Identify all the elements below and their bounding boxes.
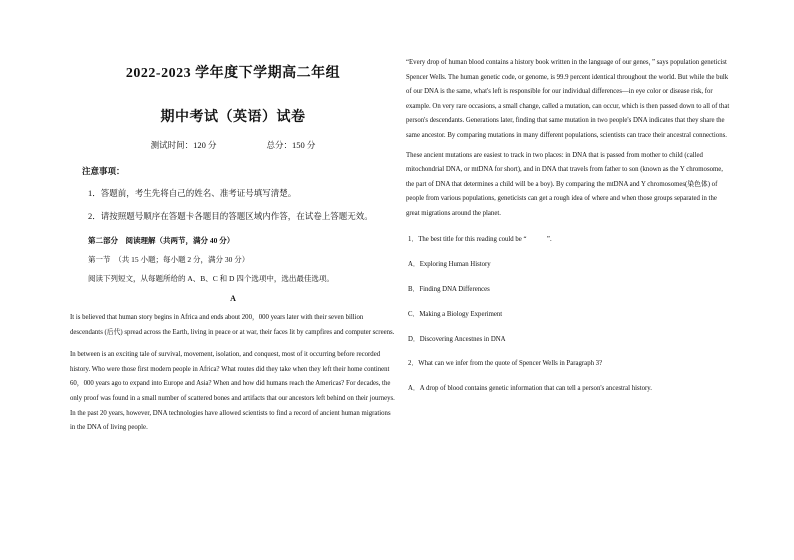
exam-title-line1: 2022-2023 学年度下学期高二年组 [125, 66, 341, 81]
question-1-stem: 1．The best title for this reading could be “ ”. [408, 235, 552, 243]
passage-paragraph-3: “Every drop of human blood contains a history book written in the language of our genes，” says population geneticist Spencer Wells. The human genetic code, or genome, is 99.9 percent identical throughout the world. But while the bulk of our DNA is the same, what's left is responsible for our individual differences—in eye color or disease risk, for example. On very rare occasions, a small change, called a mutation, can occur, which is then passed down to all of that person's descendants. Generations later, finding that same mutation in two people's DNA indicates that they share the same ancestor. By comparing mutations in many different populations, scientists can trace their ancestral connections. [406, 59, 730, 139]
instructions: 阅读下列短文，从每题所给的 A、B、C 和 D 四个选项中，选出最佳选项。 [88, 274, 334, 283]
test-time: 测试时间：120 分 [150, 140, 217, 150]
notice-heading: 注意事项： [82, 166, 125, 176]
exam-meta [70, 139, 396, 151]
part-heading: 第二部分 阅读理解（共两节，满分 40 分） [88, 236, 235, 245]
total-score: 总分：150 分 [266, 140, 316, 150]
passage-letter: A [230, 294, 236, 303]
section-heading: 第一节 （共 15 小题；每小题 2 分，满分 30 分） [88, 255, 250, 264]
left-column [70, 56, 396, 436]
notice-item-1: 1．答题前，考生先将自己的姓名、准考证号填写清楚。 [88, 188, 297, 198]
passage-paragraph-1: It is believed that human story begins in Africa and ends about 200，000 years later with their seven billion descendants (后代) spread across the Earth, living in peace or at war, their faces lit by campfires and computer screens. [70, 314, 395, 336]
right-column [406, 56, 730, 395]
question-2-option-a: A．A drop of blood contains genetic information that can tell a person's ancestral history. [408, 384, 652, 392]
question-1-option-a: A．Exploring Human History [408, 260, 491, 268]
question-1-option-c: C．Making a Biology Experiment [408, 310, 503, 318]
passage-paragraph-2: In between is an exciting tale of survival, movement, isolation, and conquest, most of it occurring before recorded history. Who were those first modern people in Africa? What routes did they take when they left their home continent 60，000 years ago to expand into Europe and Asia? When and how did humans reach the Americas? For decades, the only proof was found in a small number of scattered bones and artifacts that our ancestors left behind on their journeys. In the past 20 years, however, DNA technologies have allowed scientists to find a record of ancient human migrations in the DNA of living people. [70, 351, 395, 432]
question-1-option-b: B．Finding DNA Differences [408, 285, 490, 293]
exam-title-line2: 期中考试（英语）试卷 [160, 110, 306, 125]
question-2-stem: 2．What can we infer from the quote of Spencer Wells in Paragraph 3? [408, 359, 603, 367]
question-1-option-d: D．Discovering Ancestnes in DNA [408, 335, 506, 343]
passage-paragraph-4: These ancient mutations are easiest to track in two places: in DNA that is passed from mother to child (called mitochondrial DNA, or mtDNA for short), and in DNA that travels from father to son (known as the Y chromosome, the part of DNA that determines a child will be a boy). By comparing the mtDNA and Y chromosomes(染色体) of people from various populations, geneticists can get a rough idea of where and when those groups separated in the great migrations around the planet. [406, 151, 724, 217]
notice-item-2: 2．请按照题号顺序在答题卡各题目的答题区域内作答，在试卷上答题无效。 [88, 211, 373, 221]
